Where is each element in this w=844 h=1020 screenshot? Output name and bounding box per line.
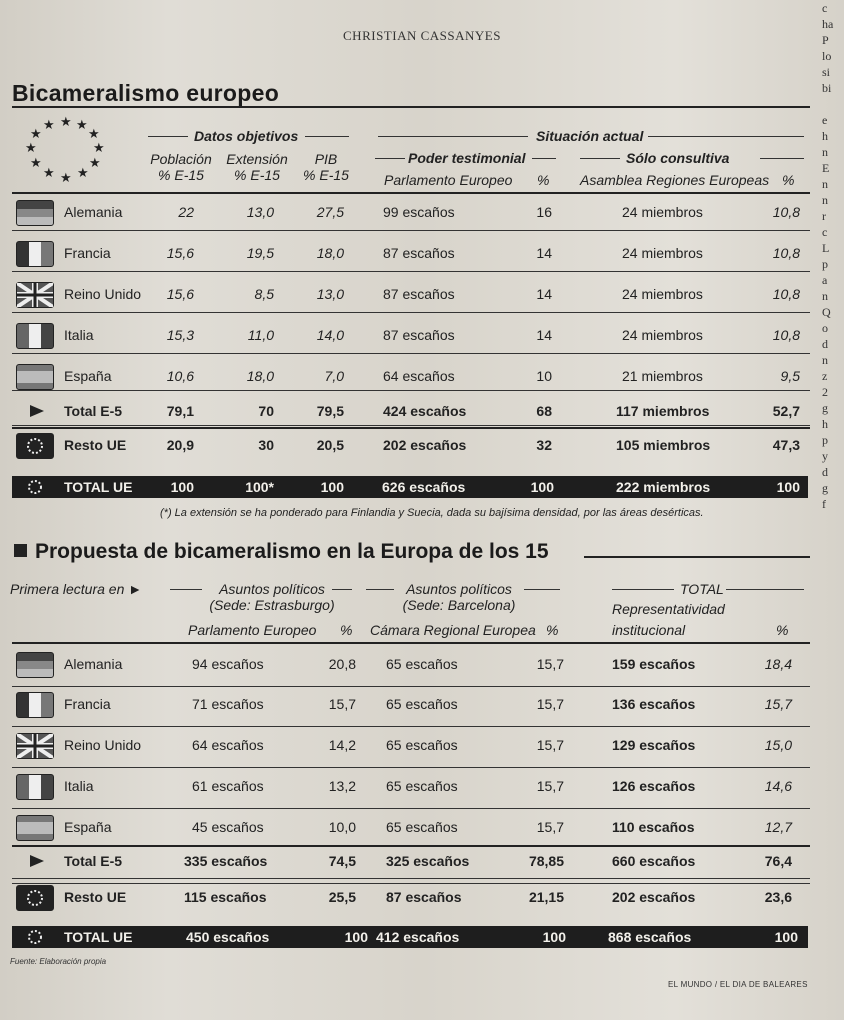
rule (378, 136, 528, 137)
camara-pct: 15,7 (536, 819, 564, 835)
country-name: Francia (64, 696, 111, 712)
representatividad-escanos: 129 escaños (612, 737, 696, 753)
asamblea-pct: 10,8 (772, 204, 800, 220)
col-pib: PIB % E-15 (303, 151, 349, 183)
total-pct-asamblea: 100 (776, 479, 800, 495)
fragment-line: ha (822, 17, 834, 31)
fragment-line: E (822, 161, 830, 175)
fragment-line: n (822, 289, 828, 303)
group-datos-objetivos: Datos objetivos (194, 128, 299, 144)
representatividad-escanos: 159 escaños (612, 656, 696, 672)
group-asuntos-barcelona: Asuntos políticos (Sede: Barcelona) (402, 581, 516, 613)
total-label: TOTAL UE (64, 929, 133, 945)
country-name: Reino Unido (64, 286, 142, 302)
extension-value: 19,5 (246, 245, 274, 261)
extension-value: 13,0 (246, 204, 274, 220)
parlamento-pct: 16 (536, 204, 552, 220)
total-representatividad: 868 escaños (608, 929, 692, 945)
parlamento-escanos: 424 escaños (383, 403, 467, 419)
parlamento-escanos: 87 escaños (383, 327, 455, 343)
rule (148, 136, 188, 137)
asamblea-pct: 9,5 (780, 368, 800, 384)
representatividad-escanos: 660 escaños (612, 853, 696, 869)
parlamento-escanos: 202 escaños (383, 437, 467, 453)
total-parlamento: 626 escaños (382, 479, 466, 495)
pointer-arrow-icon (30, 855, 44, 867)
total-camara: 412 escaños (376, 929, 460, 945)
extension-value: 11,0 (247, 327, 274, 343)
extension-value: 18,0 (246, 368, 274, 384)
de-flag-icon (16, 200, 54, 226)
camara-pct: 21,15 (528, 889, 564, 905)
total-pct-camara: 100 (542, 929, 566, 945)
source-note: Fuente: Elaboración propia (10, 957, 107, 966)
it-flag-icon (16, 774, 54, 800)
representatividad-escanos: 136 escaños (612, 696, 696, 712)
fragment-line: d (822, 465, 828, 479)
fragment-line: si (822, 65, 831, 79)
representatividad-pct: 12,7 (764, 819, 792, 835)
asamblea-pct: 52,7 (772, 403, 800, 419)
representatividad-pct: 23,6 (764, 889, 792, 905)
country-name: España (64, 368, 112, 384)
parlamento-pct: 14 (536, 327, 552, 343)
row-divider (12, 726, 810, 727)
representatividad-escanos: 110 escaños (612, 819, 695, 835)
poblacion-value: 79,1 (166, 403, 194, 419)
asamblea-pct: 10,8 (772, 245, 800, 261)
country-name: Alemania (64, 656, 123, 672)
country-name: Resto UE (64, 437, 127, 453)
svg-text:★: ★ (30, 156, 42, 171)
table2-header-rule (12, 642, 810, 644)
fragment-line: c (822, 225, 828, 239)
extension-value: 8,5 (254, 286, 274, 302)
camara-pct: 15,7 (536, 696, 564, 712)
extension-value: 30 (258, 437, 274, 453)
camara-escanos: 65 escaños (386, 696, 458, 712)
poblacion-value: 15,3 (166, 327, 194, 343)
group-solo-consultiva: Sólo consultiva (626, 150, 730, 166)
fragment-line: c (822, 1, 828, 15)
fragment-line: n (822, 177, 828, 191)
representatividad-escanos: 202 escaños (612, 889, 696, 905)
table1-footnote: (*) La extensión se ha ponderado para Finlandia y Suecia, dada su bajísima densidad, por las áreas desérticas. (160, 507, 704, 519)
col-asamblea-regiones: Asamblea Regiones Europeas (580, 172, 770, 188)
representatividad-pct: 15,0 (764, 737, 792, 753)
row-divider (12, 686, 810, 687)
fragment-line: h (822, 417, 828, 431)
camara-escanos: 65 escaños (386, 656, 458, 672)
total-pct-parlamento: 100 (530, 479, 554, 495)
total-poblacion: 100 (170, 479, 194, 495)
col-pct-parlamento: % (340, 622, 353, 638)
parlamento-escanos: 45 escaños (192, 819, 264, 835)
pib-value: 7,0 (324, 368, 344, 384)
fragment-line: 2 (822, 385, 828, 399)
col-parlamento-europeo: Parlamento Europeo (188, 622, 317, 638)
asamblea-miembros: 24 miembros (622, 204, 703, 220)
pib-value: 18,0 (316, 245, 344, 261)
rule (332, 589, 352, 590)
group-asuntos-estrasburgo: Asuntos políticos (Sede: Estrasburgo) (209, 581, 335, 613)
fragment-line: bi (822, 81, 832, 95)
table1-title: Bicameralismo europeo (12, 80, 280, 106)
country-name: Total E-5 (64, 853, 123, 869)
total-label: TOTAL UE (64, 479, 133, 495)
asamblea-pct: 10,8 (772, 286, 800, 302)
pointer-arrow-icon (30, 405, 44, 417)
row-divider (12, 312, 810, 313)
primera-lectura-label: Primera lectura en ► (10, 581, 143, 597)
col-pct-camara: % (546, 622, 559, 638)
country-name: Resto UE (64, 889, 127, 905)
fragment-line: n (822, 193, 828, 207)
row-divider (12, 390, 810, 391)
subtotal-rule (12, 427, 810, 429)
row-divider (12, 808, 810, 809)
fragment-line: h (822, 129, 828, 143)
parlamento-pct: 14,2 (328, 737, 356, 753)
table2-title-rule (584, 556, 810, 558)
country-name: Italia (64, 327, 94, 343)
svg-text:★: ★ (77, 166, 89, 181)
total-pct-parlamento: 100 (344, 929, 368, 945)
col-pct-total: % (776, 622, 789, 638)
rule (648, 136, 804, 137)
eu-flag-icon (18, 928, 52, 946)
representatividad-escanos: 126 escaños (612, 778, 696, 794)
asamblea-pct: 10,8 (772, 327, 800, 343)
es-flag-icon (16, 364, 54, 390)
fragment-line: Q (822, 305, 831, 319)
rule (726, 589, 804, 590)
parlamento-escanos: 64 escaños (383, 368, 455, 384)
svg-text:★: ★ (89, 156, 101, 171)
rule (760, 158, 804, 159)
rule (612, 589, 674, 590)
country-name: Italia (64, 778, 94, 794)
rule (305, 136, 349, 137)
total-extension: 100* (245, 479, 274, 495)
fragment-line: r (822, 209, 826, 223)
camara-pct: 78,85 (528, 853, 564, 869)
row-divider (12, 353, 810, 354)
newspaper-credit: EL MUNDO / EL DIA DE BALEARES (668, 980, 808, 989)
col-extension: Extensión % E-15 (226, 151, 288, 183)
svg-text:★: ★ (93, 141, 105, 156)
svg-text:★: ★ (43, 118, 55, 133)
parlamento-escanos: 64 escaños (192, 737, 264, 753)
col-representatividad: Representatividad (612, 601, 725, 617)
representatividad-pct: 15,7 (764, 696, 792, 712)
country-name: Alemania (64, 204, 123, 220)
fragment-line: f (822, 497, 826, 511)
asamblea-miembros: 21 miembros (622, 368, 703, 384)
row-divider (12, 230, 810, 231)
uk-flag-icon (16, 733, 54, 759)
svg-text:★: ★ (25, 141, 37, 156)
subtotal-rule (12, 845, 810, 847)
parlamento-escanos: 99 escaños (383, 204, 455, 220)
poblacion-value: 10,6 (166, 368, 194, 384)
parlamento-escanos: 115 escaños (184, 889, 267, 905)
camara-pct: 15,7 (536, 778, 564, 794)
eu-flag-icon (16, 885, 54, 911)
group-poder-testimonial: Poder testimonial (408, 150, 526, 166)
representatividad-pct: 14,6 (764, 778, 792, 794)
total-asamblea: 222 miembros (616, 479, 711, 495)
camara-escanos: 87 escaños (386, 889, 462, 905)
fragment-line: L (822, 241, 830, 255)
svg-text:★: ★ (43, 166, 55, 181)
fragment-line: lo (822, 49, 832, 63)
rule (524, 589, 560, 590)
parlamento-pct: 74,5 (328, 853, 356, 869)
fragment-line: P (822, 33, 829, 47)
parlamento-pct: 32 (536, 437, 552, 453)
asamblea-miembros: 24 miembros (622, 245, 703, 261)
representatividad-pct: 18,4 (764, 656, 792, 672)
svg-text:★: ★ (60, 115, 72, 130)
fragment-line: n (822, 145, 828, 159)
rule (170, 589, 202, 590)
uk-flag-icon (16, 282, 54, 308)
asamblea-miembros: 117 miembros (616, 403, 710, 419)
parlamento-pct: 14 (536, 245, 552, 261)
total-pct-total: 100 (774, 929, 798, 945)
asamblea-pct: 47,3 (772, 437, 800, 453)
parlamento-escanos: 87 escaños (383, 245, 455, 261)
group-situacion-actual: Situación actual (536, 128, 644, 144)
row-divider (12, 883, 810, 884)
fr-flag-icon (16, 241, 54, 267)
fragment-line: y (822, 449, 828, 463)
representatividad-pct: 76,4 (764, 853, 792, 869)
parlamento-pct: 14 (536, 286, 552, 302)
parlamento-pct: 20,8 (328, 656, 356, 672)
row-divider (12, 425, 810, 426)
pib-value: 27,5 (316, 204, 344, 220)
country-name: España (64, 819, 112, 835)
fr-flag-icon (16, 692, 54, 718)
poblacion-value: 15,6 (166, 245, 194, 261)
svg-text:★: ★ (30, 127, 42, 142)
fragment-line: p (822, 257, 828, 271)
country-name: Total E-5 (64, 403, 123, 419)
parlamento-escanos: 87 escaños (383, 286, 455, 302)
eu-flag-icon (16, 433, 54, 459)
table1-top-rule (12, 106, 810, 108)
fragment-line: o (822, 321, 828, 335)
svg-text:★: ★ (60, 171, 72, 186)
col-pct-asamblea: % (782, 172, 795, 188)
parlamento-pct: 15,7 (328, 696, 356, 712)
col-poblacion: Población % E-15 (150, 151, 212, 183)
row-divider (12, 878, 810, 879)
camara-pct: 15,7 (536, 656, 564, 672)
fragment-line: g (822, 401, 828, 415)
parlamento-escanos: 61 escaños (192, 778, 264, 794)
adjacent-column-fragment (822, 0, 844, 1020)
col-institucional: institucional (612, 622, 686, 638)
fragment-line: g (822, 481, 828, 495)
total-parlamento: 450 escaños (186, 929, 270, 945)
fragment-line: e (822, 113, 828, 127)
col-pct-parlamento: % (537, 172, 550, 188)
group-total: TOTAL (680, 581, 724, 597)
parlamento-escanos: 94 escaños (192, 656, 264, 672)
parlamento-escanos: 71 escaños (192, 696, 264, 712)
col-parlamento-europeo: Parlamento Europeo (384, 172, 513, 188)
asamblea-miembros: 24 miembros (622, 327, 703, 343)
es-flag-icon (16, 815, 54, 841)
pib-value: 79,5 (316, 403, 344, 419)
extension-value: 70 (258, 403, 274, 419)
poblacion-value: 22 (178, 204, 194, 220)
rule (580, 158, 620, 159)
fragment-line: a (822, 273, 828, 287)
it-flag-icon (16, 323, 54, 349)
rule (532, 158, 556, 159)
country-name: Francia (64, 245, 111, 261)
fragment-line: d (822, 337, 828, 351)
square-bullet-icon (14, 544, 27, 557)
parlamento-pct: 13,2 (328, 778, 356, 794)
camara-escanos: 65 escaños (386, 778, 458, 794)
country-name: Reino Unido (64, 737, 142, 753)
fragment-line: z (822, 369, 828, 383)
pib-value: 20,5 (316, 437, 344, 453)
eu-stars-icon (20, 112, 110, 188)
rule (366, 589, 394, 590)
de-flag-icon (16, 652, 54, 678)
parlamento-pct: 10 (536, 368, 552, 384)
parlamento-escanos: 335 escaños (184, 853, 268, 869)
byline: CHRISTIAN CASSANYES (343, 28, 501, 43)
table1-header-rule (12, 192, 810, 194)
asamblea-miembros: 105 miembros (616, 437, 711, 453)
camara-pct: 15,7 (536, 737, 564, 753)
rule (375, 158, 405, 159)
parlamento-pct: 25,5 (328, 889, 356, 905)
fragment-line (822, 96, 844, 112)
row-divider (12, 767, 810, 768)
eu-flag-icon (18, 478, 52, 496)
camara-escanos: 65 escaños (386, 819, 458, 835)
pib-value: 13,0 (316, 286, 344, 302)
asamblea-miembros: 24 miembros (622, 286, 703, 302)
col-camara-regional: Cámara Regional Europea (370, 622, 536, 638)
table2-title: Propuesta de bicameralismo en la Europa de los 15 (14, 540, 549, 564)
camara-escanos: 65 escaños (386, 737, 458, 753)
table1-total-row (12, 476, 808, 498)
table2-total-row (12, 926, 808, 948)
row-divider (12, 271, 810, 272)
camara-escanos: 325 escaños (386, 853, 470, 869)
fragment-line: n (822, 353, 828, 367)
parlamento-pct: 68 (536, 403, 552, 419)
svg-text:★: ★ (88, 127, 100, 142)
poblacion-value: 15,6 (166, 286, 194, 302)
poblacion-value: 20,9 (166, 437, 194, 453)
fragment-line: p (822, 433, 828, 447)
parlamento-pct: 10,0 (328, 819, 356, 835)
svg-text:★: ★ (76, 118, 88, 133)
total-pib: 100 (320, 479, 344, 495)
pib-value: 14,0 (316, 327, 344, 343)
